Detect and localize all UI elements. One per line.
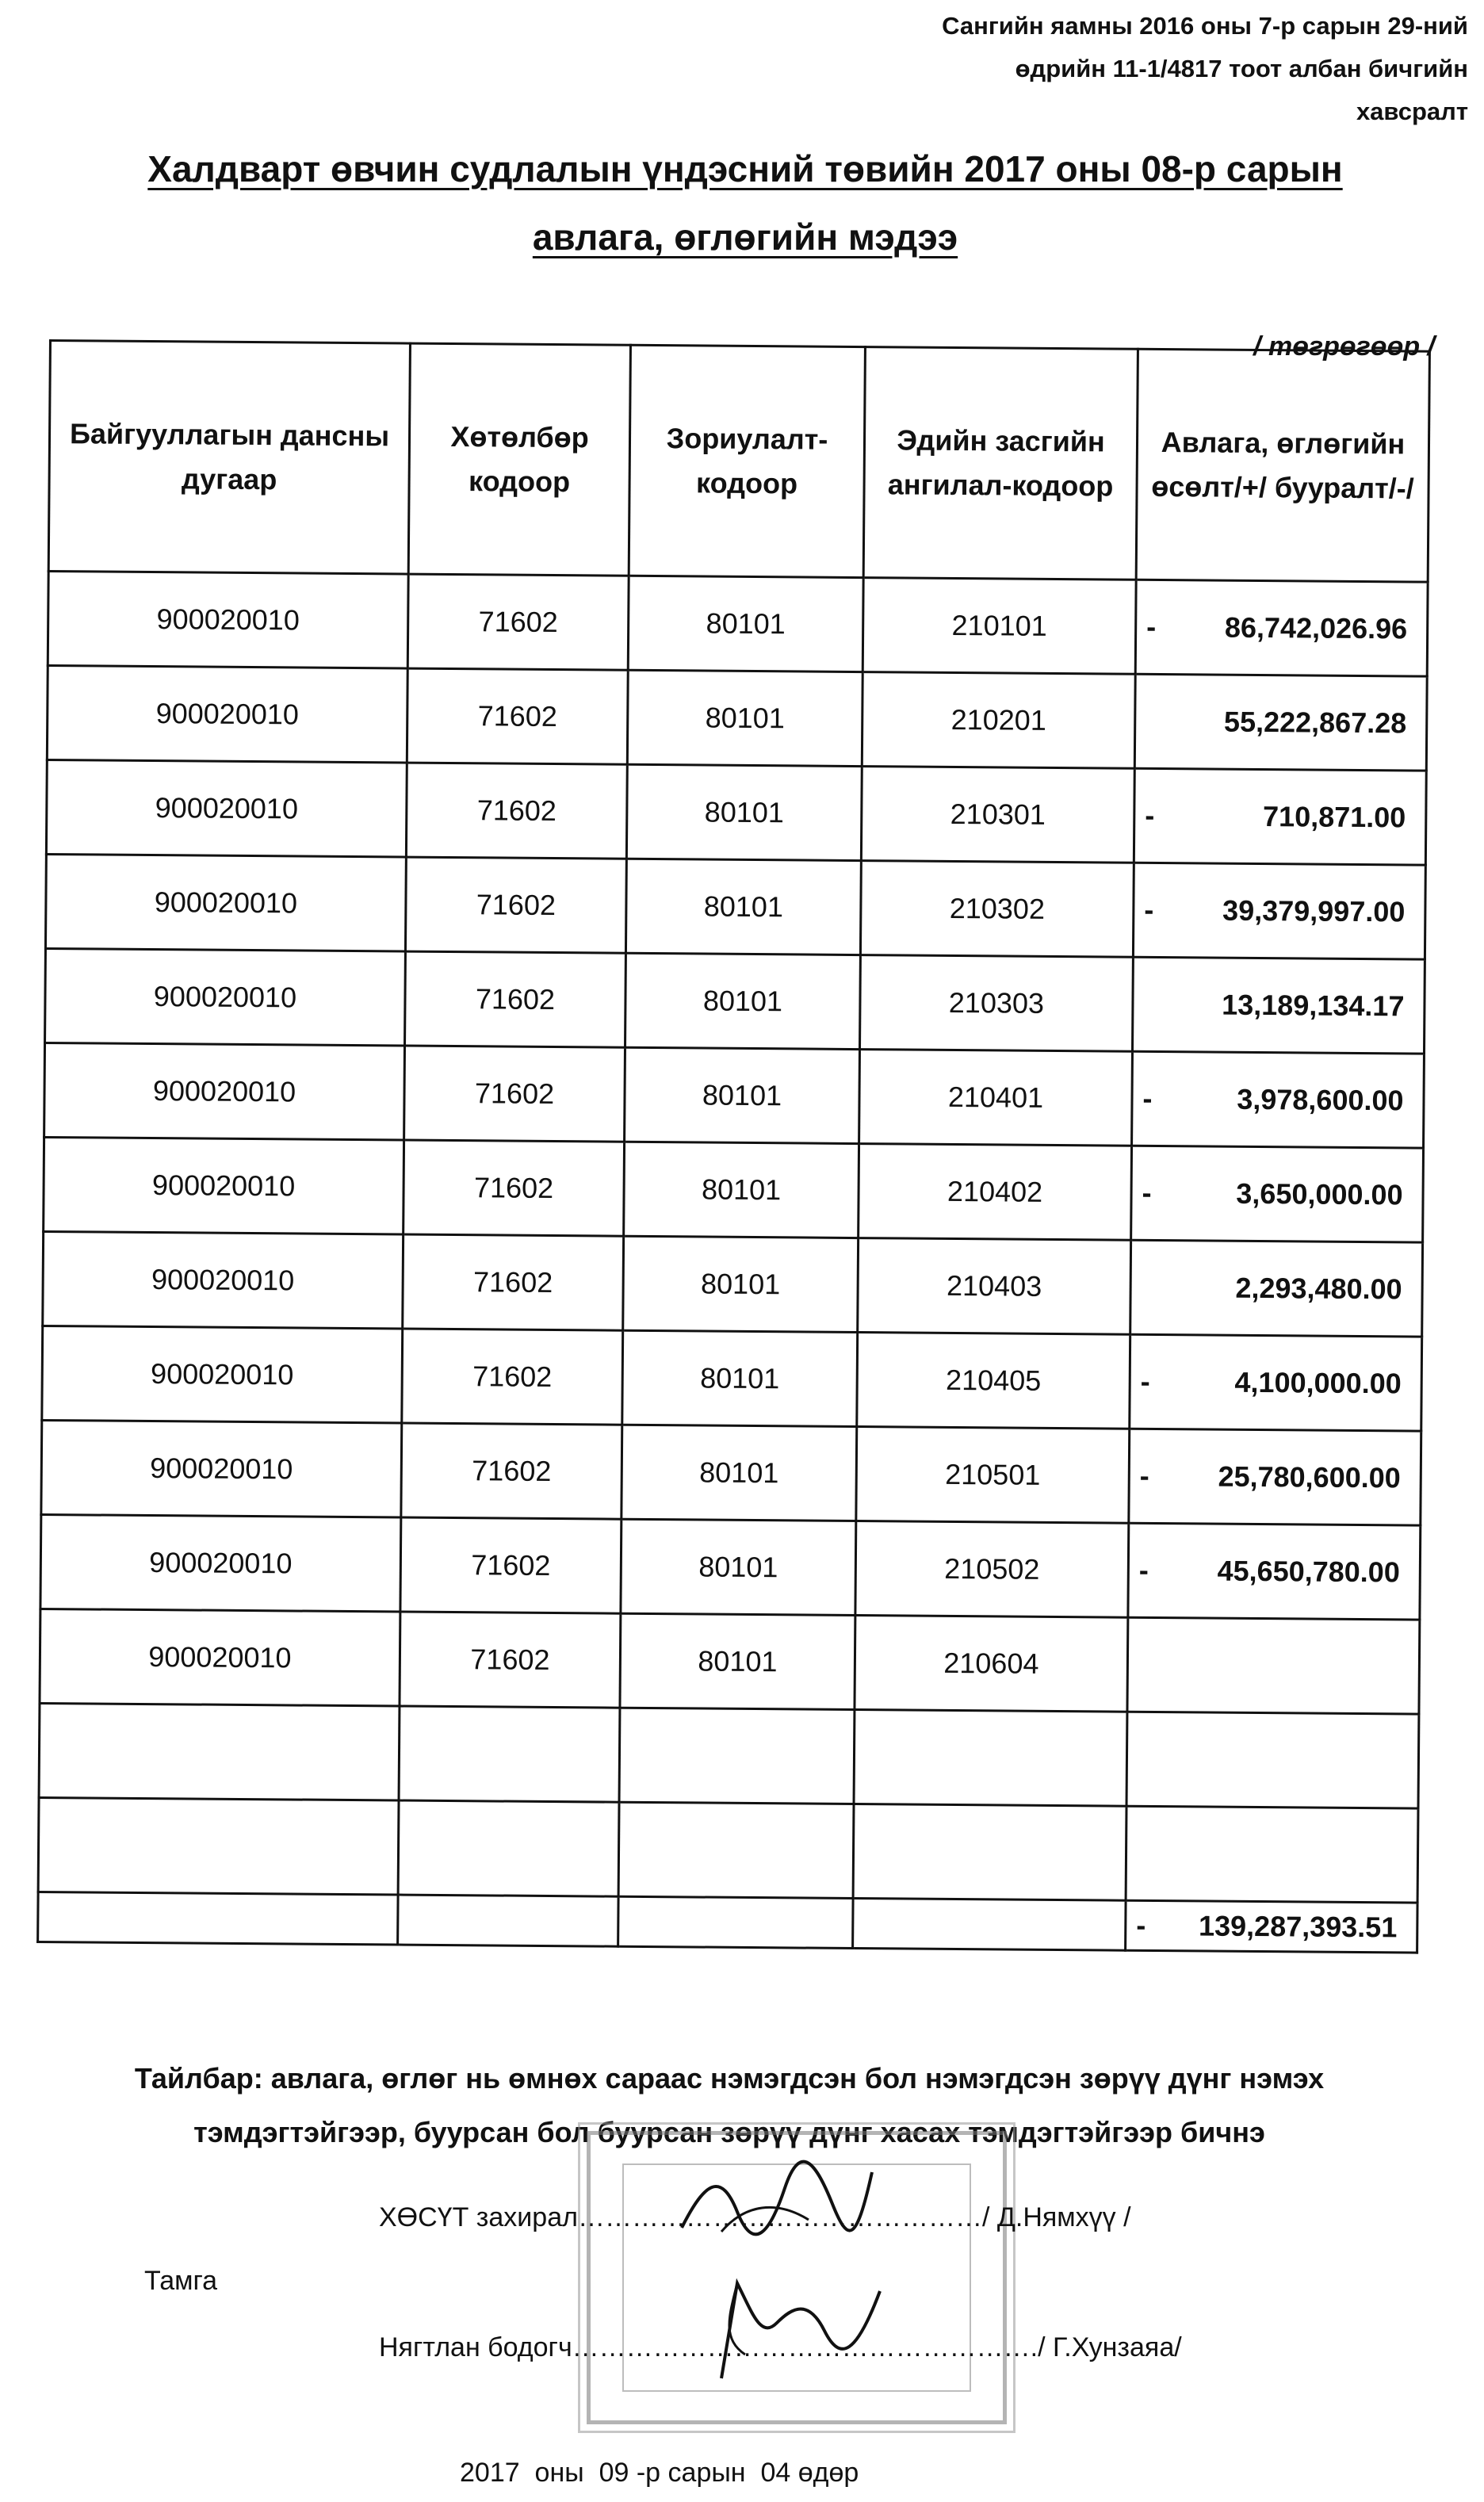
cell-program: 71602	[402, 1329, 623, 1425]
total-amount-cell	[1126, 1900, 1417, 1953]
empty-cell	[618, 1802, 854, 1898]
header-program: Хөтөлбөр кодоор	[408, 343, 630, 576]
amount-value: 25,780,600.00	[1218, 1460, 1401, 1494]
table-row	[40, 1609, 1420, 1714]
cell-purpose: 80101	[621, 1519, 856, 1615]
empty-cell	[1126, 1806, 1418, 1903]
cell-account: 900020010	[48, 572, 408, 669]
cell-econ-class: 210405	[857, 1333, 1130, 1429]
cell-account: 900020010	[40, 1514, 401, 1612]
cell-program: 71602	[401, 1423, 622, 1519]
accountant-name: ……………………………………………./ Г.Хунзаяа/	[572, 2332, 1182, 2362]
cell-purpose: 80101	[622, 1330, 858, 1426]
date-month-word: -р сарын	[636, 2458, 746, 2488]
cell-account: 900020010	[42, 1326, 403, 1423]
cell-econ-class: 210101	[862, 578, 1136, 675]
cell-change-amount	[1130, 1240, 1423, 1337]
cell-change-amount	[1129, 1429, 1421, 1525]
table-row	[40, 1514, 1421, 1620]
note-line-1: Тайлбар: авлага, өглөг нь өмнөх сараас нэмэгдсэн бол нэмэгдсэн зөрүү дүнг нэмэх	[134, 2062, 1325, 2095]
attachment-note-line-1: Сангийн яамны 2016 оны 7-р сарын 29-ний	[942, 12, 1468, 40]
amount-sign: -	[1138, 1553, 1149, 1586]
cell-purpose: 80101	[624, 1142, 859, 1238]
total-row	[38, 1892, 1417, 1953]
cell-econ-class: 210401	[859, 1050, 1133, 1146]
director-title: ХӨСҮТ захирал	[379, 2202, 578, 2232]
amount-sign: -	[1140, 1364, 1150, 1398]
cell-change-amount	[1135, 580, 1428, 676]
signing-date	[460, 2458, 859, 2489]
table-row	[43, 1231, 1423, 1337]
document-title	[63, 135, 1427, 271]
empty-cell	[399, 1706, 620, 1802]
cell-purpose: 80101	[623, 1236, 859, 1332]
date-year: 2017	[460, 2458, 520, 2488]
cell-program: 71602	[407, 574, 629, 670]
cell-program: 71602	[403, 1234, 624, 1330]
cell-purpose: 80101	[628, 576, 863, 671]
empty-cell	[854, 1710, 1127, 1807]
cell-change-amount	[1127, 1617, 1420, 1714]
amount-sign: -	[1142, 1081, 1153, 1115]
cell-purpose: 80101	[626, 764, 862, 860]
cell-account: 900020010	[44, 1042, 405, 1140]
cell-account: 900020010	[47, 665, 407, 763]
cell-purpose: 80101	[625, 859, 861, 955]
director-signature	[674, 2156, 880, 2251]
empty-cell	[398, 1895, 618, 1946]
amount-value: 710,871.00	[1262, 800, 1406, 834]
cell-econ-class: 210303	[859, 955, 1133, 1052]
amount-sign: -	[1139, 1459, 1149, 1492]
amount-value: 3,650,000.00	[1236, 1176, 1403, 1211]
amount-value: 55,222,867.28	[1223, 705, 1407, 740]
cell-change-amount	[1128, 1523, 1421, 1620]
amount-value: 86,742,026.96	[1224, 610, 1408, 645]
table-row	[45, 854, 1425, 959]
table-row	[44, 1137, 1424, 1242]
amount-value: 3,978,600.00	[1237, 1082, 1404, 1117]
empty-cell	[619, 1708, 855, 1804]
accountant-title: Нягтлан бодогч	[379, 2332, 572, 2362]
header-account: Байгууллагын дансны дугаар	[48, 341, 410, 575]
note-line-2: тэмдэгтэйгээр, буурсан бол буурсан зөрүү дүнг хасах тэмдэгтэйгээр бичнэ	[193, 2116, 1265, 2148]
table-header-row	[48, 341, 1429, 583]
cell-econ-class: 210501	[856, 1427, 1130, 1524]
cell-purpose: 80101	[625, 1047, 860, 1143]
cell-account: 900020010	[43, 1231, 404, 1329]
empty-row	[39, 1703, 1419, 1808]
cell-econ-class: 210403	[858, 1238, 1131, 1335]
title-line-2: авлага, өглөгийн мэдээ	[532, 216, 958, 258]
amount-value: 2,293,480.00	[1235, 1271, 1402, 1306]
receivables-table	[36, 339, 1431, 1954]
cell-account: 900020010	[40, 1609, 400, 1706]
cell-account: 900020010	[41, 1420, 402, 1517]
cell-program: 71602	[404, 1046, 625, 1142]
cell-change-amount	[1134, 768, 1426, 865]
date-month: 09	[599, 2458, 629, 2488]
amount-sign: -	[1145, 798, 1155, 832]
cell-econ-class: 210402	[859, 1144, 1132, 1241]
cell-econ-class: 210201	[862, 672, 1135, 769]
cell-account: 900020010	[46, 759, 407, 857]
cell-account: 900020010	[45, 948, 406, 1046]
cell-change-amount	[1131, 1146, 1424, 1242]
cell-purpose: 80101	[627, 670, 862, 766]
cell-purpose: 80101	[622, 1425, 857, 1521]
table-row	[46, 759, 1426, 865]
empty-cell	[1126, 1712, 1419, 1808]
total-sign: -	[1136, 1908, 1146, 1942]
cell-change-amount	[1133, 863, 1425, 959]
empty-cell	[38, 1892, 398, 1945]
cell-change-amount	[1134, 674, 1427, 771]
amount-value: 13,189,134.17	[1222, 988, 1405, 1023]
cell-change-amount	[1132, 957, 1425, 1054]
accountant-signature	[706, 2267, 896, 2386]
date-day: 04	[760, 2458, 791, 2488]
cell-change-amount	[1132, 1051, 1425, 1148]
attachment-note-line-3: хавсралт	[1356, 98, 1468, 125]
table-row	[41, 1420, 1421, 1525]
amount-sign: -	[1146, 610, 1157, 643]
cell-account: 900020010	[45, 854, 406, 951]
cell-program: 71602	[406, 763, 627, 859]
amount-value: 45,650,780.00	[1217, 1554, 1401, 1589]
cell-program: 71602	[400, 1517, 622, 1613]
cell-econ-class: 210502	[855, 1521, 1129, 1618]
cell-purpose: 80101	[620, 1613, 855, 1709]
currency-unit-label: / төгрөгөөр /	[1253, 331, 1435, 362]
table-row	[42, 1326, 1422, 1431]
amount-sign: -	[1142, 1176, 1152, 1209]
empty-cell	[39, 1703, 400, 1800]
table-row	[44, 1042, 1425, 1148]
date-year-word: оны	[534, 2458, 584, 2488]
header-change-amount: Авлага, өглөгийн өсөлт/+/ бууралт/-/	[1136, 349, 1429, 582]
cell-program: 71602	[404, 1140, 625, 1236]
director-name: ………………………………………/ Д.Нямхүү /	[577, 2202, 1131, 2232]
empty-cell	[853, 1804, 1126, 1901]
empty-cell	[38, 1797, 399, 1895]
table-row	[47, 665, 1427, 771]
total-value: 139,287,393.51	[1198, 1909, 1398, 1944]
empty-cell	[853, 1899, 1126, 1951]
table-row	[45, 948, 1425, 1054]
attachment-note	[866, 5, 1468, 133]
date-day-word: өдөр	[797, 2458, 859, 2488]
cell-program: 71602	[407, 668, 628, 764]
empty-cell	[618, 1896, 853, 1948]
header-purpose: Зориулалт-кодоор	[629, 345, 865, 577]
stamp-label: Тамга	[144, 2266, 218, 2296]
title-line-1: Халдварт өвчин судлалын үндэсний төвийн 2017 оны 08-р сарын	[147, 148, 1343, 189]
cell-account: 900020010	[44, 1137, 404, 1234]
empty-cell	[398, 1800, 619, 1896]
header-econ-class: Эдийн засгийн ангилал-кодоор	[863, 347, 1138, 580]
cell-program: 71602	[405, 857, 626, 953]
table-row	[48, 572, 1428, 677]
cell-econ-class: 210301	[861, 767, 1134, 863]
cell-econ-class: 210604	[855, 1616, 1128, 1712]
amount-value: 4,100,000.00	[1234, 1365, 1402, 1400]
attachment-note-line-2: өдрийн 11-1/4817 тоот албан бичгийн	[1015, 55, 1468, 82]
cell-program: 71602	[400, 1612, 621, 1708]
cell-purpose: 80101	[625, 953, 861, 1049]
empty-row	[38, 1797, 1418, 1903]
amount-value: 39,379,997.00	[1222, 893, 1406, 928]
cell-change-amount	[1130, 1334, 1422, 1431]
cell-program: 71602	[405, 951, 626, 1047]
cell-econ-class: 210302	[860, 861, 1134, 958]
amount-sign: -	[1144, 893, 1154, 926]
